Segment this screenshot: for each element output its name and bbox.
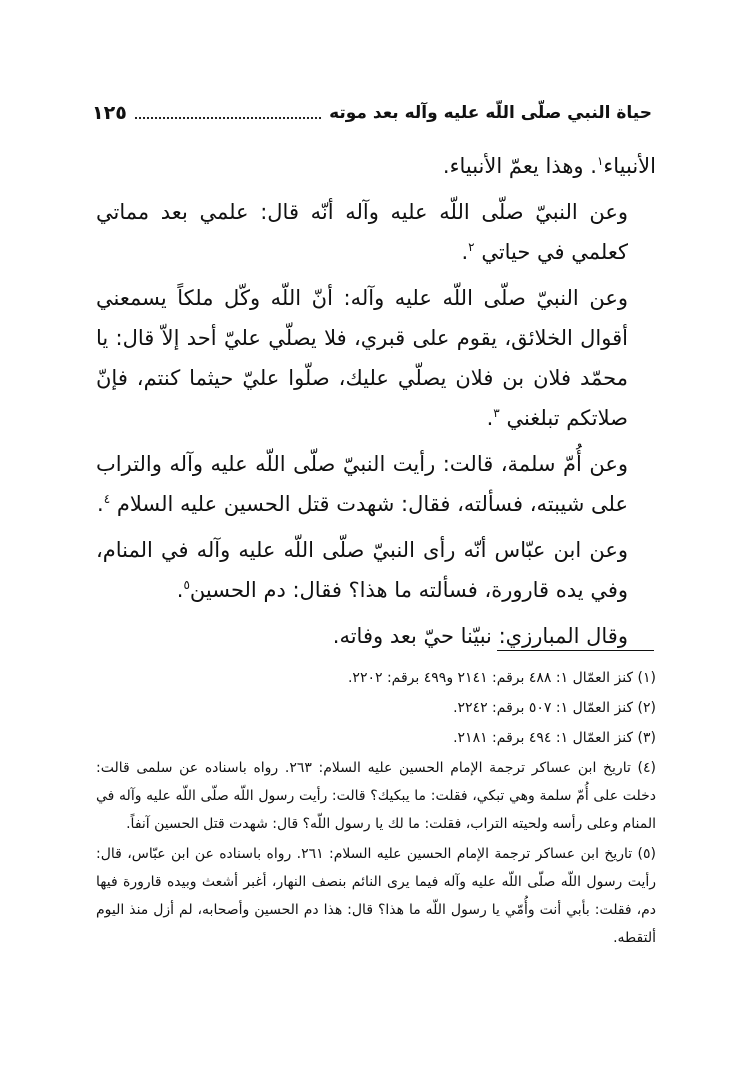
footnote-ref-2: ٢ [468,240,475,254]
header-title: حياة النبي صلّى اللّه عليه وآله بعد موته [329,103,652,123]
paragraph-3-end: . [486,406,494,430]
paragraph-6: وقال المبارزي: نبيّنا حيّ بعد وفاته. [332,624,628,648]
paragraph-4-text: وعن أُمّ سلمة، قالت: رأيت النبيّ صلّى اللّه عليه وآله والتراب على شيبته، فسألته، فقال: شهدت قتل الحسين عليه السلام [96,452,628,516]
footnote-ref-3: ٣ [493,406,500,420]
paragraph-3 [96,278,656,438]
paragraph-1-end: . وهذا يعمّ الأنبياء. [442,154,597,178]
footnote-ref-5: ٥ [183,578,190,592]
paragraph-3-text: وعن النبيّ صلّى اللّه عليه وآله: أنّ اللّه وكّل ملكاً يسمعني أقوال الخلائق، يقوم على قبري، فلا يصلّي عليّ أحد إلاّ قال: يا محمّد فلان بن فلان يصلّي عليك، صلّوا عليّ حيثما كنتم، فإنّ صلاتكم تبلغني [96,286,628,430]
footnote-separator [497,650,654,651]
footnote-3: (٣) كنز العمّال ١: ٤٩٤ برقم: ٢١٨١. [453,730,656,746]
paragraph-1 [96,146,656,186]
page-number: ١٢٥ [92,102,127,124]
paragraph-4 [96,444,656,524]
paragraph-2-end: . [461,240,469,264]
running-header [92,98,652,128]
paragraph-1-text: الأنبياء [603,154,656,178]
footnote-ref-4: ٤ [103,492,111,506]
paragraph-2 [96,192,656,272]
paragraph-2-text: وعن النبيّ صلّى اللّه عليه وآله أنّه قال: علمي بعد مماتي كعلمي في حياتي [96,200,628,264]
footnote-ref-1: ١ [596,154,604,168]
footnote-5: (٥) تاريخ ابن عساكر ترجمة الإمام الحسين عليه السلام: ٢٦١. رواه باسناده عن ابن عبّاس، قال: رأيت رسول اللّه صلّى اللّه عليه وآله فيما يرى النائم بنصف النهار، أغبر أشعث وبيده قارورة فيها دم، فقلت: بأبي أنت وأُمّي يا رسول اللّه ما هذا؟ قال: هذا دم الحسين وأصحابه، لم أزل منذ اليوم ألتقطه. [96,846,656,946]
main-text [96,146,656,662]
footnote-4: (٤) تاريخ ابن عساكر ترجمة الإمام الحسين عليه السلام: ٢٦٣. رواه باسناده عن سلمى قالت: دخلت على أُمّ سلمة وهي تبكي، فقلت: ما يبكيك؟ قالت: رأيت رسول اللّه صلّى اللّه عليه وآله في المنام وعلى رأسه ولحيته التراب، فقلت: ما لك يا رسول اللّه؟ قال: شهدت قتل الحسين آنفاً. [96,760,656,832]
leader-dots [135,117,321,119]
footnote-1: (١) كنز العمّال ١: ٤٨٨ برقم: ٢١٤١ و٤٩٩ برقم: ٢٢٠٢. [347,670,656,686]
footnotes [96,664,656,954]
paragraph-5 [96,530,656,610]
paragraph-4-end: . [97,492,104,516]
footnote-2: (٢) كنز العمّال ١: ٥٠٧ برقم: ٢٢٤٢. [453,700,656,716]
paragraph-5-text: وعن ابن عبّاس أنّه رأى النبيّ صلّى اللّه عليه وآله في المنام، وفي يده قارورة، فسألته ما هذا؟ فقال: دم الحسين [96,538,628,602]
paragraph-5-end: . [176,578,184,602]
